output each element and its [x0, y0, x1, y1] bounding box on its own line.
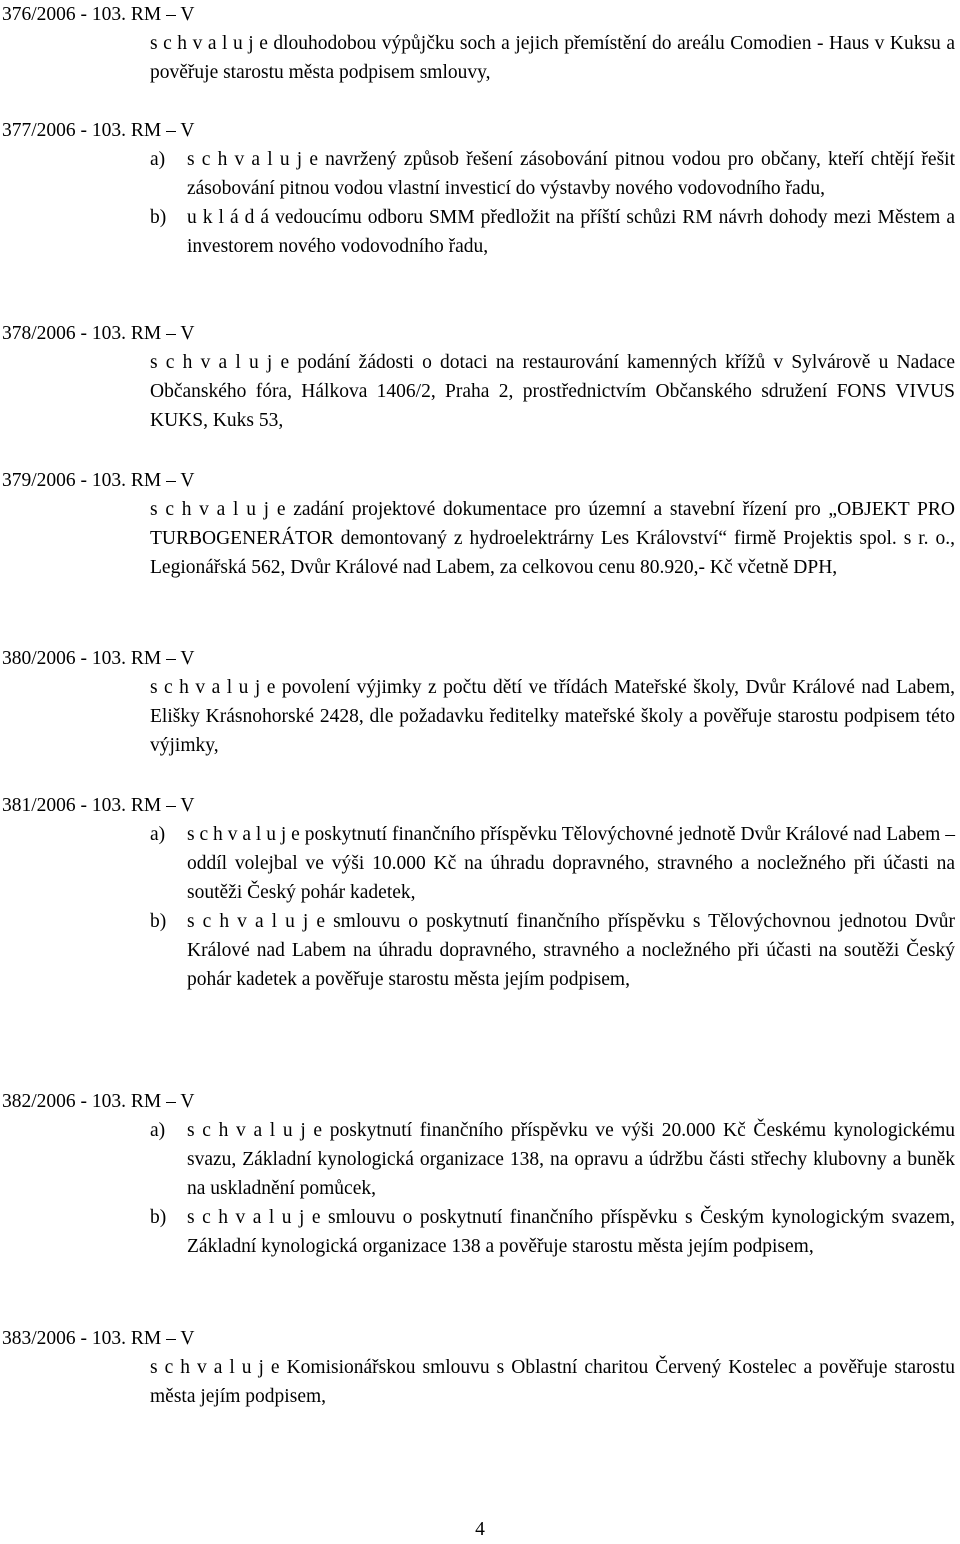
item-label: b)	[150, 1207, 167, 1228]
resolution-header: 377/2006 - 103. RM – V	[2, 120, 195, 141]
resolution-header: 382/2006 - 103. RM – V	[2, 1091, 195, 1112]
resolution-header: 378/2006 - 103. RM – V	[2, 323, 195, 344]
resolution-376	[0, 0, 960, 87]
resolution-text: s c h v a l u j e dlouhodobou výpůjčku soch a jejich přemístění do areálu Comodien - Haus v Kuksu a pověřuje starostu města podpisem smlouvy,	[150, 33, 955, 83]
resolution-380	[0, 644, 960, 760]
resolution-header: 380/2006 - 103. RM – V	[2, 648, 195, 669]
resolution-item-a	[150, 820, 955, 907]
resolution-text: s c h v a l u j e povolení výjimky z počtu dětí ve třídách Mateřské školy, Dvůr Králové nad Labem, Elišky Krásnohorské 2428, dle požadavku ředitelky mateřské školy a pověřuje starostu podpisem této výjimky,	[150, 677, 955, 756]
resolution-381	[0, 791, 960, 994]
item-label: b)	[150, 207, 167, 228]
item-text: s c h v a l u j e navržený způsob řešení zásobování pitnou vodou pro občany, kteří chtějí řešit zásobování pitnou vodou vlastní investicí do výstavby nového vodovodního řadu,	[187, 149, 955, 199]
item-label: b)	[150, 911, 167, 932]
resolution-379	[0, 466, 960, 582]
item-text: s c h v a l u j e poskytnutí finančního příspěvku ve výši 20.000 Kč Českému kynologickému svazu, Základní kynologická organizace 138, na opravu a údržbu části střechy klubovny a buněk na uskladnění pomůcek,	[187, 1120, 955, 1199]
resolution-text: s c h v a l u j e podání žádosti o dotaci na restaurování kamenných křížů v Sylvárově u Nadace Občanského fóra, Hálkova 1406/2, Praha 2, prostřednictvím Občanského sdružení FONS VIVUS KUKS, Kuks 53,	[150, 352, 955, 431]
item-label: a)	[150, 149, 166, 170]
resolution-header: 376/2006 - 103. RM – V	[2, 4, 195, 25]
resolution-text: s c h v a l u j e zadání projektové dokumentace pro územní a stavební řízení pro „OBJEKT PRO TURBOGENERÁTOR demontovaný z hydroelektrárny Les Království“ firmě Projektis spol. s r. o., Legionářská 562, Dvůr Králové nad Labem, za celkovou cenu 80.920,- Kč včetně DPH,	[150, 499, 955, 578]
resolution-382	[0, 1087, 960, 1261]
resolution-383	[0, 1324, 960, 1411]
item-text: u k l á d á vedoucímu odboru SMM předložit na příští schůzi RM návrh dohody mezi Městem a investorem nového vodovodního řadu,	[187, 207, 955, 257]
item-text: s c h v a l u j e poskytnutí finančního příspěvku Tělovýchovné jednotě Dvůr Králové nad Labem – oddíl volejbal ve výši 10.000 Kč na úhradu dopravného, stravného a nocležného při účasti na soutěži Český pohár kadetek,	[187, 824, 955, 903]
item-label: a)	[150, 1120, 166, 1141]
item-text: s c h v a l u j e smlouvu o poskytnutí finančního příspěvku s Českým kynologickým svazem, Základní kynologická organizace 138 a pověřuje starostu města jejím podpisem,	[187, 1207, 955, 1257]
resolution-item-a	[150, 1116, 955, 1203]
resolution-item-b	[150, 907, 955, 994]
resolution-378	[0, 319, 960, 435]
resolution-header: 381/2006 - 103. RM – V	[2, 795, 195, 816]
resolution-377	[0, 116, 960, 261]
resolution-text: s c h v a l u j e Komisionářskou smlouvu s Oblastní charitou Červený Kostelec a pověřuje starostu města jejím podpisem,	[150, 1357, 955, 1407]
resolution-item-b	[150, 1203, 955, 1261]
resolution-header: 379/2006 - 103. RM – V	[2, 470, 195, 491]
resolution-item-a	[150, 145, 955, 203]
resolution-item-b	[150, 203, 955, 261]
page-number: 4	[475, 1519, 485, 1540]
resolution-header: 383/2006 - 103. RM – V	[2, 1328, 195, 1349]
item-label: a)	[150, 824, 166, 845]
item-text: s c h v a l u j e smlouvu o poskytnutí finančního příspěvku s Tělovýchovnou jednotou Dvůr Králové nad Labem na úhradu dopravného, stravného a nocležného při účasti na soutěži Český pohár kadetek a pověřuje starostu města jejím podpisem,	[187, 911, 955, 990]
